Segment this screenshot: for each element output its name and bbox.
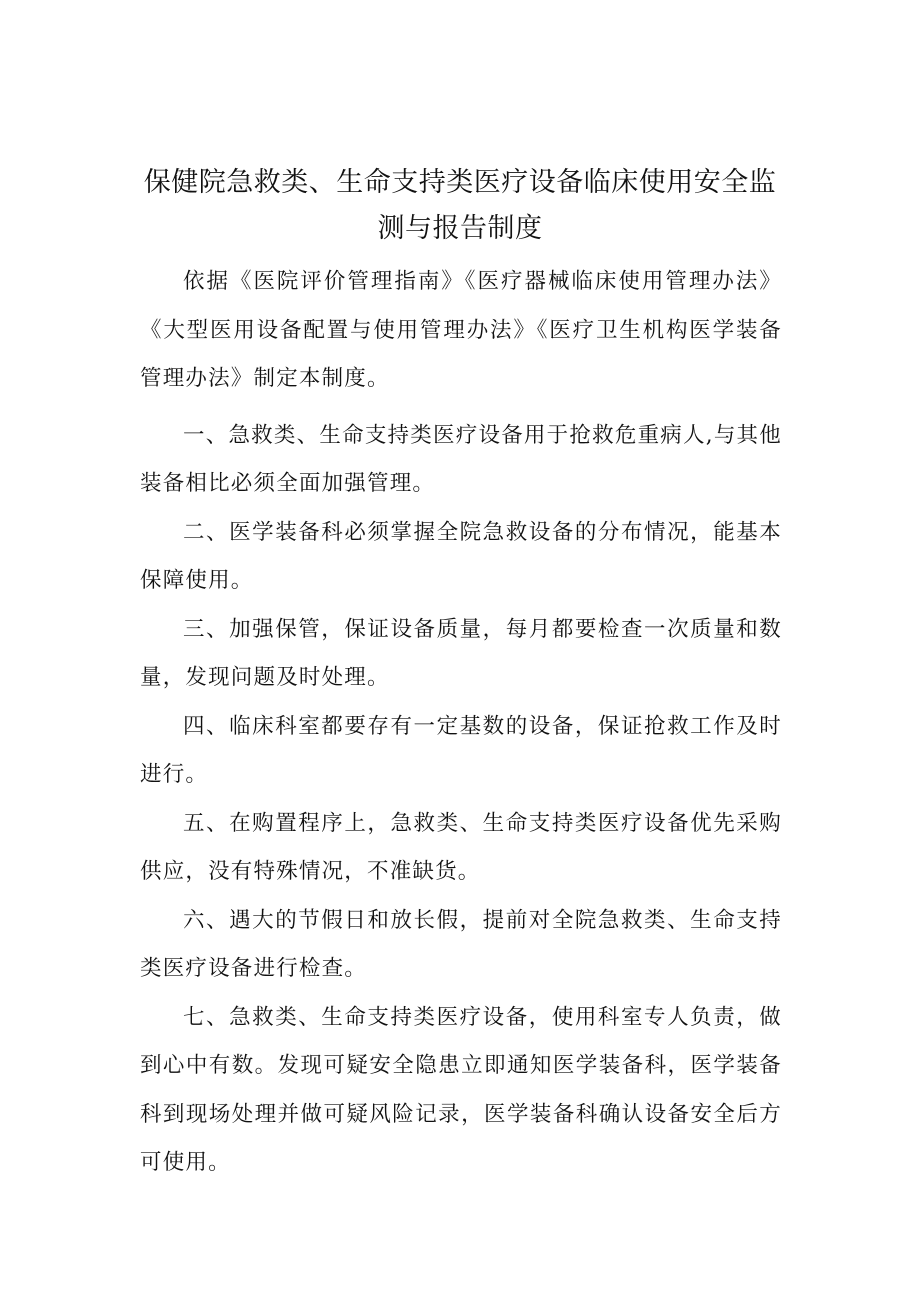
clause-3: 三、加强保管，保证设备质量，每月都要检查一次质量和数量，发现问题及时处理。 bbox=[140, 616, 782, 690]
title-line-2: 测与报告制度 bbox=[377, 213, 543, 244]
intro-paragraph: 依据《医院评价管理指南》《医疗器械临床使用管理办法》《大型医用设备配置与使用管理办法》《医疗卫生机构医学装备管理办法》制定本制度。 bbox=[140, 269, 782, 391]
clause-7: 七、急救类、生命支持类医疗设备，使用科室专人负责，做到心中有数。发现可疑安全隐患立即通知医学装备科，医学装备科到现场处理并做可疑风险记录，医学装备科确认设备安全后方可使用。 bbox=[140, 1004, 782, 1175]
clause-6: 六、遇大的节假日和放长假，提前对全院急救类、生命支持类医疗设备进行检查。 bbox=[140, 907, 782, 981]
clause-1: 一、急救类、生命支持类医疗设备用于抢救危重病人,与其他装备相比必须全面加强管理。 bbox=[140, 422, 782, 496]
title-line-1: 保健院急救类、生命支持类医疗设备临床使用安全监 bbox=[143, 167, 777, 198]
clause-5: 五、在购置程序上，急救类、生命支持类医疗设备优先采购供应，没有特殊情况，不准缺货。 bbox=[140, 810, 782, 884]
clause-2: 二、医学装备科必须掌握全院急救设备的分布情况，能基本保障使用。 bbox=[140, 519, 782, 593]
document-body bbox=[140, 258, 782, 1188]
document-title bbox=[140, 160, 780, 252]
clause-4: 四、临床科室都要存有一定基数的设备，保证抢救工作及时进行。 bbox=[140, 713, 782, 787]
